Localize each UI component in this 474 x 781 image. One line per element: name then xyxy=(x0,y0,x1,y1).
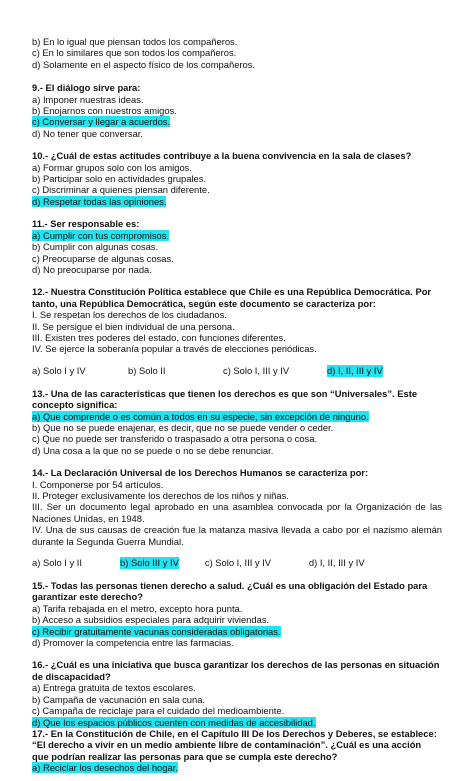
question-text: 12.- Nuestra Constitución Política establece que Chile es una República Democrática. Por xyxy=(32,286,432,298)
option: c) Discriminar a quienes piensan diferente. xyxy=(32,184,210,196)
question-text: 16.- ¿Cuál es una iniciativa que busca garantizar los derechos de las personas en situación xyxy=(32,659,440,671)
option: a) Formar grupos solo con los amigos. xyxy=(32,161,192,173)
option: b) Acceso a subsidios especiales para adquirir viviendas. xyxy=(32,614,270,626)
option: a) Imponer nuestras ideas. xyxy=(32,93,144,105)
option: d) Promover la competencia entre las farmacias. xyxy=(32,637,234,649)
option: b) Campaña de vacunación en sala cuna. xyxy=(32,693,206,705)
option: a) Solo I y II xyxy=(32,557,83,569)
option: b) Solo II xyxy=(128,364,166,376)
statement: I. Componerse por 54 artículos. xyxy=(32,478,164,490)
option: c) Solo I, III y IV xyxy=(204,557,272,569)
option: c) Preocuparse de algunas cosas. xyxy=(32,252,174,264)
question-text: 13.- Una de las características que tienen los derechos es que son “Universales”. Este xyxy=(32,387,418,399)
selected-answer: a) Cumplir con tus compromisos. xyxy=(32,229,170,241)
statement: III. Ser un documento legal aprobado en una asamblea convocada por la Organización de las Naciones Unidas, en 1948. xyxy=(32,501,442,524)
question-text: tanto, una República Democrática, según este documento se caracteriza por: xyxy=(32,297,376,309)
question-text: 11.- Ser responsable es: xyxy=(32,218,140,230)
question-text: 14.- La Declaración Universal de los Derechos Humanos se caracteriza por: xyxy=(32,467,369,479)
option: a) Tarifa rebajada en el metro, excepto hora punta. xyxy=(32,602,243,614)
option: a) Solo I y IV xyxy=(32,364,86,376)
question-12 xyxy=(32,286,442,376)
option: d) I, II, III y IV xyxy=(308,557,365,569)
question-text: “El derecho a vivir en un medio ambiente libre de contaminación”. ¿Cuál es una acción xyxy=(32,739,422,751)
option: c) Campaña de reciclaje para el cuidado del medioambiente. xyxy=(32,705,285,717)
option: a) Entrega gratuita de textos escolares. xyxy=(32,682,196,694)
question-13 xyxy=(32,388,442,456)
option: c) Que no puede ser transferido o traspasado a otra persona o cosa. xyxy=(32,433,318,445)
question-text: 17.- En la Constitución de Chile, en el Capítulo III De los Derechos y Deberes, se establece: xyxy=(32,727,437,739)
question-text: de discapacidad? xyxy=(32,670,111,682)
selected-answer: a) Que comprende o es común a todos en su especie, sin excepción de ninguno. xyxy=(32,410,369,422)
option: b) Participar solo en actividades grupales. xyxy=(32,173,207,185)
selected-answer: d) Respetar todas las opiniones. xyxy=(32,195,167,207)
option: c) En lo similares que son todos los compañeros. xyxy=(32,47,237,59)
selected-answer: a) Reciclar los desechos del hogar. xyxy=(32,762,178,774)
statement: I. Se respetan los derechos de los ciudadanos. xyxy=(32,309,227,321)
option: b) Que no se puede enajenar, es decir, que no se puede vender o ceder. xyxy=(32,421,334,433)
statement: III. Existen tres poderes del estado, con funciones diferentes. xyxy=(32,331,286,343)
question-11 xyxy=(32,218,442,275)
question-14 xyxy=(32,467,442,569)
selected-answer: b) Solo III y IV xyxy=(120,557,179,569)
worksheet-page xyxy=(32,36,442,774)
statement: IV. Se ejerce la soberanía popular a través de elecciones periódicas. xyxy=(32,343,317,355)
statement: IV. Una de sus causas de creación fue la matanza masiva llevada a cabo por el nazismo alemán durante la Segunda Guerra Mundial. xyxy=(32,524,442,547)
selected-answer: c) Conversar y llegar a acuerdos. xyxy=(32,116,171,128)
options-row xyxy=(32,365,442,377)
option: d) Solamente en el aspecto físico de los compañeros. xyxy=(32,58,256,70)
intro-options xyxy=(32,36,442,70)
question-text: concepto significa: xyxy=(32,399,118,411)
question-16 xyxy=(32,659,442,727)
option: c) Solo I, III y IV xyxy=(223,364,290,376)
option: d) No preocuparse por nada. xyxy=(32,263,152,275)
question-17 xyxy=(32,728,442,774)
selected-answer: d) Que los espacios públicos cuenten con medidas de accesibilidad. xyxy=(32,716,316,728)
options-row xyxy=(32,557,442,569)
statement: II. Se persigue el bien individual de una persona. xyxy=(32,320,235,332)
statement: II. Proteger exclusivamente los derechos de los niños y niñas. xyxy=(32,490,289,501)
question-text: 10.- ¿Cuál de estas actitudes contribuye a la buena convivencia en la sala de clases? xyxy=(32,150,412,162)
question-text: 9.- El diálogo sirve para: xyxy=(32,82,141,94)
option: d) No tener que conversar. xyxy=(32,127,143,139)
question-text: garantizar este derecho? xyxy=(32,591,143,603)
selected-answer: d) I, II, III y IV xyxy=(327,364,383,376)
question-text: 15.- Todas las personas tienen derecho a salud. ¿Cuál es una obligación del Estado para xyxy=(32,580,428,592)
question-10 xyxy=(32,150,442,207)
option: b) Cumplir con algunas cosas. xyxy=(32,241,159,253)
selected-answer: c) Recibir gratuitamente vacunas consideradas obligatorias. xyxy=(32,625,281,637)
option: b) Enojarnos con nuestros amigos. xyxy=(32,105,177,117)
question-text: que podrían realizar las personas para que se cumpla este derecho? xyxy=(32,750,338,762)
question-15 xyxy=(32,580,442,648)
question-9 xyxy=(32,82,442,139)
option: b) En lo igual que piensan todos los compañeros. xyxy=(32,36,238,47)
option: d) Una cosa a la que no se puede o no se debe renunciar. xyxy=(32,444,274,456)
